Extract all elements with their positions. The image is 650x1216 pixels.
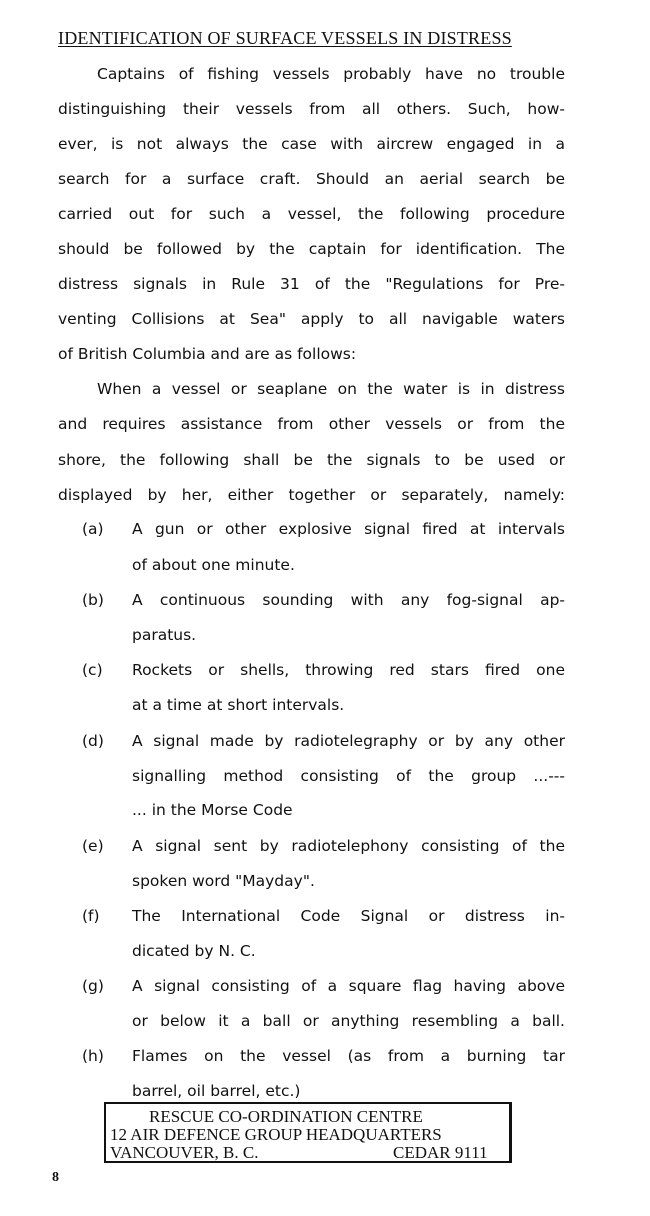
page-heading: IDENTIFICATION OF SURFACE VESSELS IN DISTRESS	[58, 28, 512, 48]
paragraph-line: When a vessel or seaplane on the water is in distress	[97, 380, 565, 398]
paragraph-line: displayed by her, either together or separately, namely:	[58, 486, 565, 504]
paragraph-line: ever, is not always the case with aircrew engaged in a	[58, 135, 565, 153]
paragraph-line: distress signals in Rule 31 of the "Regulations for Pre-	[58, 275, 565, 293]
paragraph-line: should be followed by the captain for identification. The	[58, 240, 565, 258]
list-item-line: ... in the Morse Code	[132, 801, 293, 819]
list-item-marker: (a)	[82, 520, 104, 538]
list-item-line: paratus.	[132, 626, 197, 644]
list-item-marker: (h)	[82, 1047, 104, 1065]
list-item-marker: (f)	[82, 907, 100, 925]
list-item-line: A continuous sounding with any fog-signal ap-	[132, 591, 565, 609]
list-item-line: The International Code Signal or distress in-	[132, 907, 565, 925]
paragraph-line: shore, the following shall be the signals to be used or	[58, 451, 565, 469]
paragraph-line: distinguishing their vessels from all others. Such, how-	[58, 100, 565, 118]
list-item-line: A signal made by radiotelegraphy or by any other	[132, 732, 565, 750]
list-item-line: A gun or other explosive signal fired at intervals	[132, 520, 565, 538]
paragraph-line: Captains of fishing vessels probably have no trouble	[97, 65, 565, 83]
list-item-marker: (e)	[82, 837, 104, 855]
list-item-line: barrel, oil barrel, etc.)	[132, 1082, 301, 1100]
list-item-line: A signal consisting of a square flag having above	[132, 977, 565, 995]
paragraph-line: venting Collisions at Sea" apply to all navigable waters	[58, 310, 565, 328]
contact-box	[104, 1102, 512, 1163]
list-item-line: or below it a ball or anything resembling a ball.	[132, 1012, 565, 1030]
list-item-line: A signal sent by radiotelephony consisting of the	[132, 837, 565, 855]
contact-box-city: VANCOUVER, B. C.	[110, 1143, 259, 1162]
list-item-line: Rockets or shells, throwing red stars fired one	[132, 661, 565, 679]
contact-box-title: RESCUE CO-ORDINATION CENTRE	[149, 1107, 423, 1126]
list-item-line: dicated by N. C.	[132, 942, 256, 960]
list-item-marker: (g)	[82, 977, 104, 995]
contact-box-organization: 12 AIR DEFENCE GROUP HEADQUARTERS	[110, 1125, 442, 1144]
list-item-line: of about one minute.	[132, 556, 295, 574]
paragraph-line: of British Columbia and are as follows:	[58, 345, 357, 363]
list-item-marker: (c)	[82, 661, 103, 679]
paragraph-line: and requires assistance from other vessels or from the	[58, 415, 565, 433]
paragraph-line: carried out for such a vessel, the following procedure	[58, 205, 565, 223]
paragraph-line: search for a surface craft. Should an aerial search be	[58, 170, 565, 188]
list-item-line: Flames on the vessel (as from a burning tar	[132, 1047, 565, 1065]
list-item-line: signalling method consisting of the group ...---	[132, 767, 565, 785]
list-item-marker: (b)	[82, 591, 104, 609]
list-item-line: at a time at short intervals.	[132, 696, 345, 714]
page-number: 8	[52, 1170, 59, 1185]
list-item-line: spoken word "Mayday".	[132, 872, 315, 890]
list-item-marker: (d)	[82, 732, 104, 750]
contact-box-phone: CEDAR 9111	[393, 1143, 488, 1162]
